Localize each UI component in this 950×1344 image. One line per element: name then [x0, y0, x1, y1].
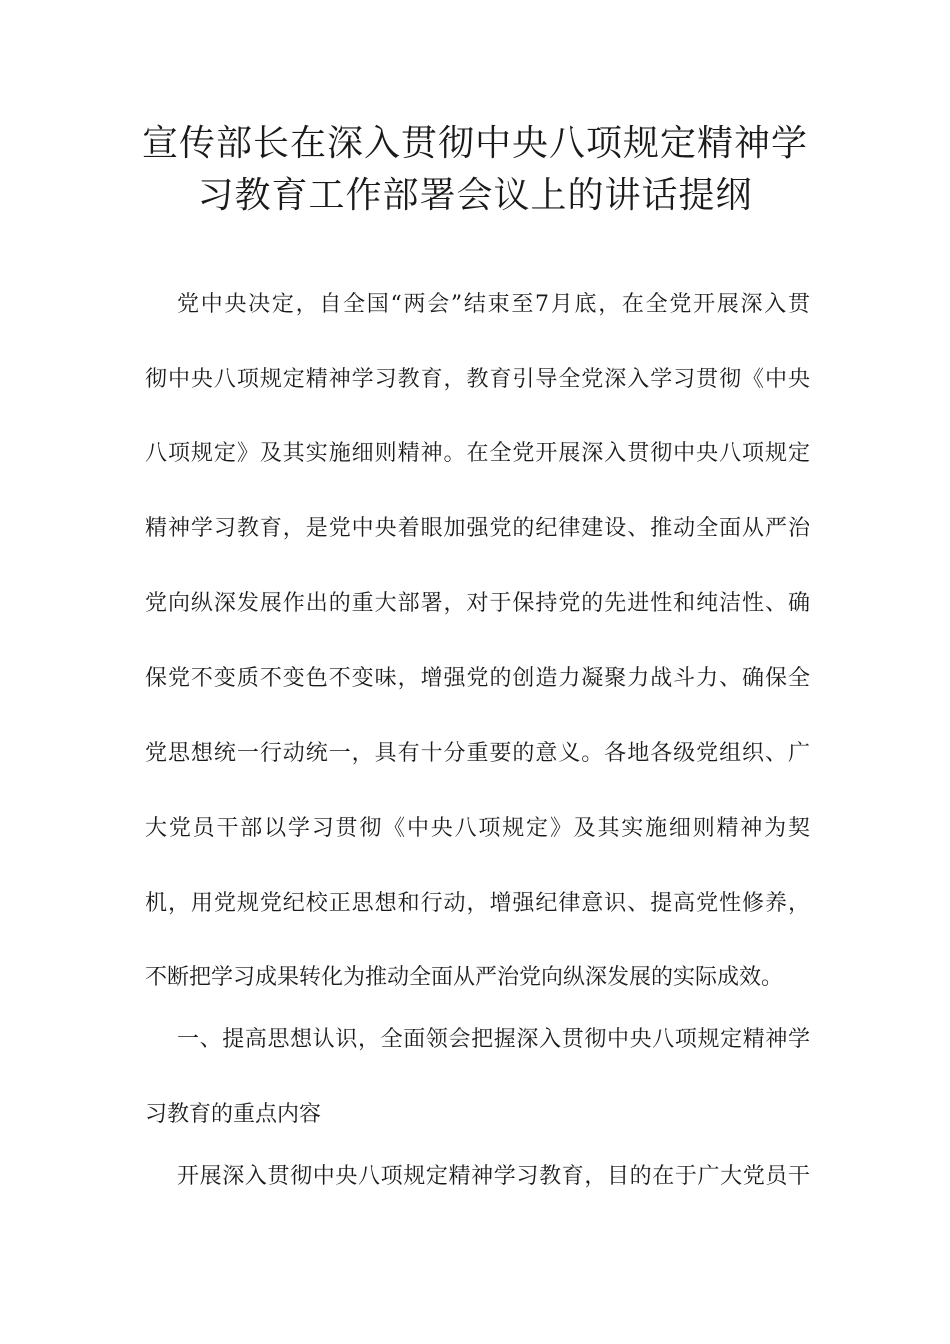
paragraph-line: 开展深入贯彻中央八项规定精神学习教育，目的在于广大党员干: [177, 1164, 810, 1189]
title-line: 宣传部长在深入贯彻中央八项规定精神学: [141, 123, 808, 164]
paragraph-line: 八项规定》及其实施细则精神。在全党开展深入贯彻中央八项规定: [145, 441, 810, 466]
paragraph-line: 彻中央八项规定精神学习教育，教育引导全党深入学习贯彻《中央: [145, 367, 810, 392]
section-heading-line: 习教育的重点内容: [145, 1102, 322, 1127]
paragraph-line: 精神学习教育，是党中央着眼加强党的纪律建设、推动全面从严治: [145, 516, 810, 541]
paragraph-line: 党思想统一行动统一，具有十分重要的意义。各地各级党组织、广: [145, 741, 810, 766]
paragraph-line: 大党员干部以学习贯彻《中央八项规定》及其实施细则精神为契: [145, 816, 810, 841]
paragraph-line: 党中央决定，自全国“两会”结束至7月底，在全党开展深入贯: [177, 292, 810, 317]
title-line: 习教育工作部署会议上的讲话提纲: [197, 175, 753, 216]
paragraph-line: 机，用党规党纪校正思想和行动，增强纪律意识、提高党性修养，: [145, 891, 810, 916]
paragraph-line: 保党不变质不变色不变味，增强党的创造力凝聚力战斗力、确保全: [145, 666, 810, 691]
section-heading-line: 一、提高思想认识，全面领会把握深入贯彻中央八项规定精神学: [177, 1027, 810, 1052]
document-title: [110, 118, 840, 222]
paragraph-line: 不断把学习成果转化为推动全面从严治党向纵深发展的实际成效。: [145, 965, 784, 990]
paragraph-line: 党向纵深发展作出的重大部署，对于保持党的先进性和纯洁性、确: [145, 591, 810, 616]
